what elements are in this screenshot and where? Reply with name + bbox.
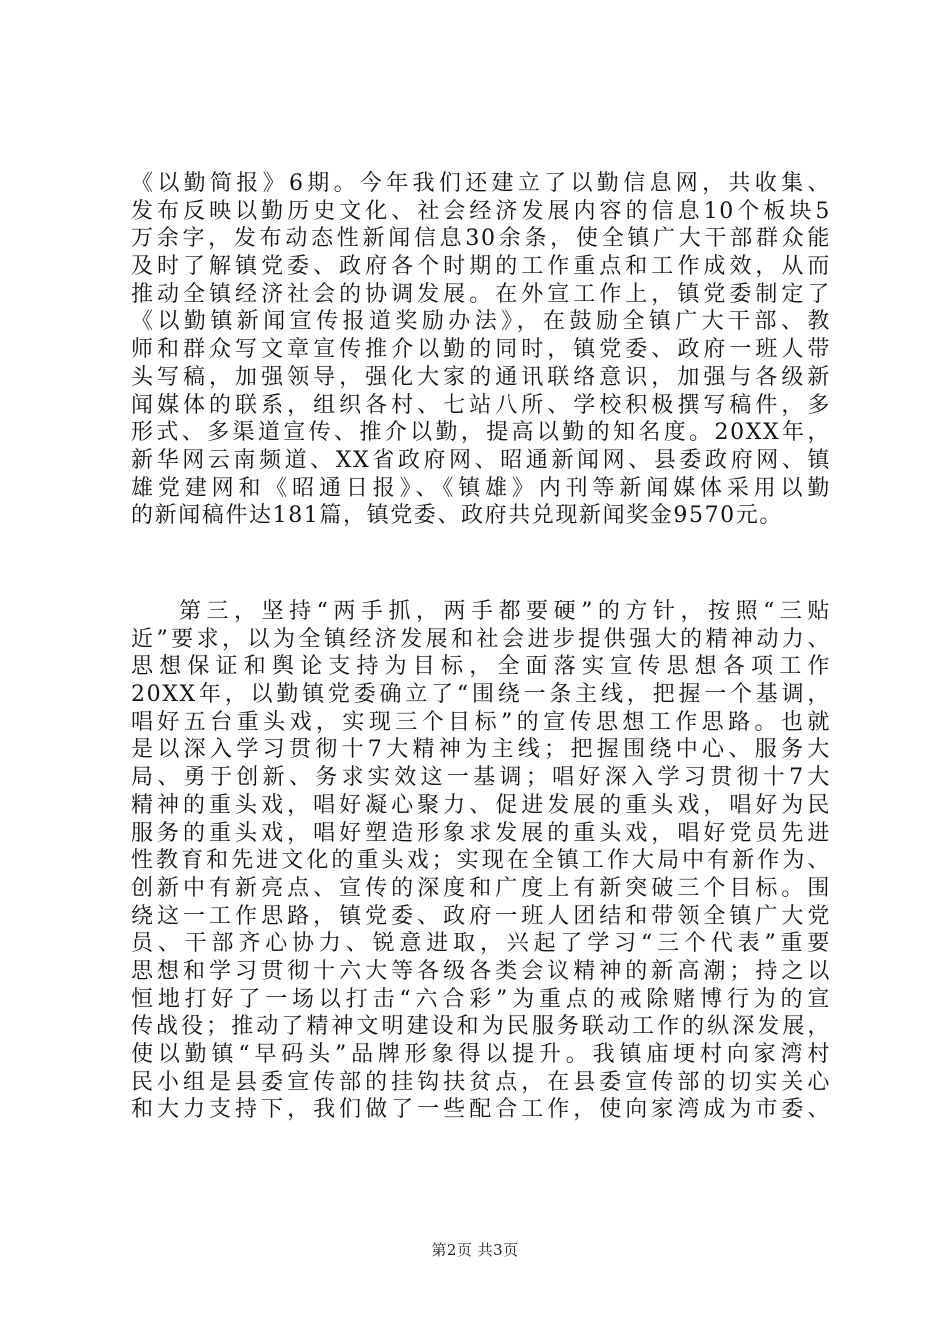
text-line: 发布反映以勤历史文化、社会经济发展内容的信息10个板块5 <box>131 198 831 224</box>
text-line: 性教育和先进文化的重头戏；实现在全镇工作大局中有新作为、 <box>131 848 831 874</box>
text-line: 形式、多渠道宣传、推介以勤，提高以勤的知名度。20XX年， <box>131 420 831 446</box>
text-line: 员、干部齐心协力、锐意进取，兴起了学习“三个代表”重要 <box>131 931 831 957</box>
text-line: 第三，坚持“两手抓，两手都要硬”的方针，按照“三贴 <box>179 599 831 624</box>
text-line: 恒地打好了一场以打击“六合彩”为重点的戒除赌博行为的宣 <box>131 986 831 1012</box>
text-line: 《以勤简报》6期。今年我们还建立了以勤信息网，共收集、 <box>131 171 831 196</box>
text-line: 新华网云南频道、XX省政府网、昭通新闻网、县委政府网、镇 <box>131 447 831 473</box>
text-line: 思想和学习贯彻十六大等各级各类会议精神的新高潮；持之以 <box>131 958 831 984</box>
text-line: 头写稿，加强领导，强化大家的通讯联络意识，加强与各级新 <box>131 364 831 390</box>
text-line: 是以深入学习贯彻十7大精神为主线；把握围绕中心、服务大 <box>131 737 831 763</box>
text-line: 近”要求，以为全镇经济发展和社会进步提供强大的精神动力、 <box>131 626 831 652</box>
text-line: 师和群众写文章宣传推介以勤的同时，镇党委、政府一班人带 <box>131 337 831 363</box>
text-line: 传战役；推动了精神文明建设和为民服务联动工作的纵深发展， <box>131 1014 831 1040</box>
text-line: 唱好五台重头戏，实现三个目标”的宣传思想工作思路。也就 <box>131 709 831 735</box>
text-line: 思想保证和舆论支持为目标，全面落实宣传思想各项工作 <box>131 654 831 680</box>
text-line: 使以勤镇“早码头”品牌形象得以提升。我镇庙埂村向家湾村 <box>131 1042 831 1067</box>
text-line: 精神的重头戏，唱好凝心聚力、促进发展的重头戏，唱好为民 <box>131 792 831 818</box>
text-line: 《以勤镇新闻宣传报道奖励办法》，在鼓励全镇广大干部、教 <box>131 309 831 335</box>
text-line: 绕这一工作思路，镇党委、政府一班人团结和带领全镇广大党 <box>131 903 831 929</box>
text-line: 民小组是县委宣传部的挂钩扶贫点，在县委宣传部的切实关心 <box>131 1069 831 1095</box>
text-line: 雄党建网和《昭通日报》、《镇雄》内刊等新闻媒体采用以勤 <box>131 475 831 501</box>
paragraph-2 <box>131 598 831 1124</box>
text-line: 万余字，发布动态性新闻信息30余条，使全镇广大干部群众能 <box>131 226 831 252</box>
text-line: 的新闻稿件达181篇，镇党委、政府共兑现新闻奖金9570元。 <box>131 503 783 529</box>
text-line: 及时了解镇党委、政府各个时期的工作重点和工作成效，从而 <box>131 254 831 280</box>
text-line: 和大力支持下，我们做了一些配合工作，使向家湾成为市委、 <box>131 1097 831 1123</box>
text-line: 推动全镇经济社会的协调发展。在外宣工作上，镇党委制定了 <box>131 281 831 307</box>
text-line: 创新中有新亮点、宣传的深度和广度上有新突破三个目标。围 <box>131 875 831 901</box>
text-line: 闻媒体的联系，组织各村、七站八所、学校积极撰写稿件，多 <box>131 392 831 418</box>
paragraph-1 <box>131 170 831 530</box>
text-line: 20XX年，以勤镇党委确立了“围绕一条主线，把握一个基调， <box>131 682 831 708</box>
text-line: 局、勇于创新、务求实效这一基调；唱好深入学习贯彻十7大 <box>131 765 831 791</box>
text-line: 服务的重头戏，唱好塑造形象求发展的重头戏，唱好党员先进 <box>131 820 831 846</box>
page-footer: 第2页 共3页 <box>431 1241 519 1259</box>
